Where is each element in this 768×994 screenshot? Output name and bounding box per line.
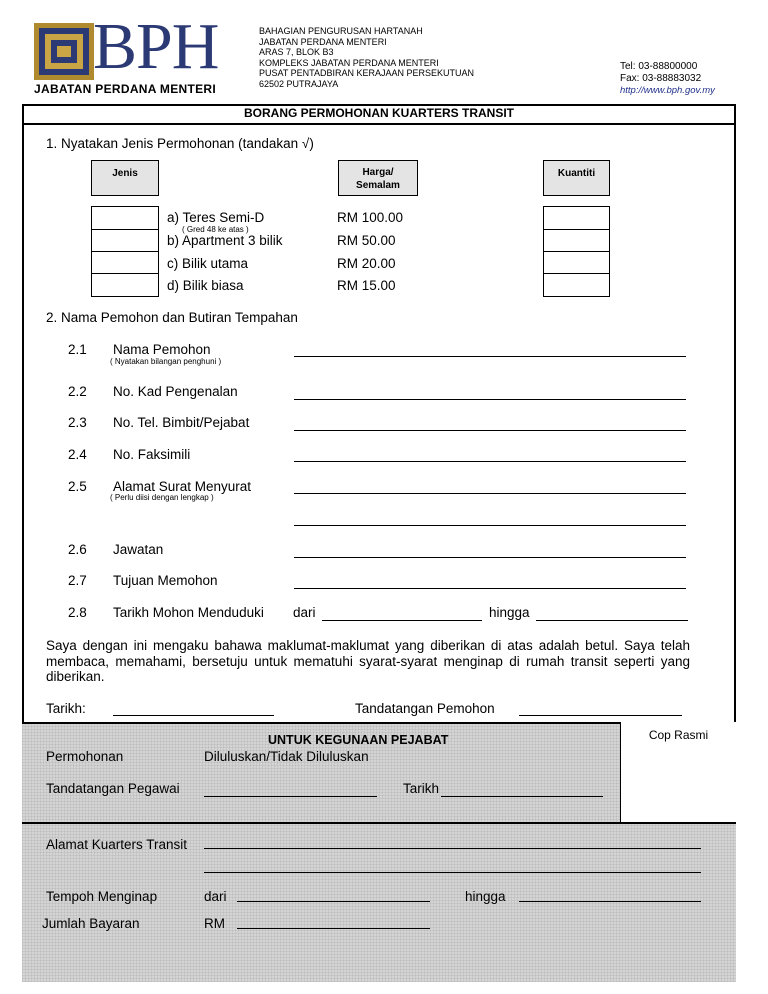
alamat-input-line-1[interactable]: [294, 493, 686, 494]
jenis-checkbox-a[interactable]: [91, 206, 159, 230]
field-label-alamat: Alamat Surat Menyurat: [113, 479, 252, 494]
jawatan-input-line[interactable]: [294, 557, 686, 558]
declaration-text: Saya dengan ini mengaku bahawa maklumat-maklumat yang diberikan di atas adalah betul. Saya telah membaca, memahami, bersetuju untuk mematuhi syarat-syarat menginap di rumah transit seperti yang diberikan.: [46, 638, 690, 684]
jumlah-bayaran-label: Jumlah Bayaran: [42, 916, 140, 931]
section1-heading: 1. Nyatakan Jenis Permohonan (tandakan √): [46, 136, 314, 151]
dari-label: dari: [293, 605, 316, 620]
field-number: 2.8: [68, 605, 87, 620]
section2-heading: 2. Nama Pemohon dan Butiran Tempahan: [46, 310, 298, 325]
bph-logo-emblem: [34, 23, 94, 80]
col-kuantiti-header: Kuantiti: [543, 160, 610, 196]
field-number: 2.2: [68, 384, 87, 399]
tempoh-hingga-label: hingga: [465, 889, 506, 904]
grade-note: ( Gred 48 ke atas ): [182, 225, 249, 234]
tujuan-input-line[interactable]: [294, 588, 686, 589]
address-line: BAHAGIAN PENGURUSAN HARTANAH: [259, 26, 423, 36]
field-number: 2.3: [68, 415, 87, 430]
field-label-tel: No. Tel. Bimbit/Pejabat: [113, 415, 250, 430]
field-number: 2.4: [68, 447, 87, 462]
col-jenis-header: Jenis: [91, 160, 159, 196]
field-note-nama-pemohon: ( Nyatakan bilangan penghuni ): [110, 357, 222, 366]
jenis-checkbox-c[interactable]: [91, 251, 159, 274]
contact-block: [620, 61, 715, 97]
kuantiti-input-d[interactable]: [543, 273, 610, 297]
department-name: JABATAN PERDANA MENTERI: [34, 82, 217, 96]
address-line: KOMPLEKS JABATAN PERDANA MENTERI: [259, 57, 439, 68]
tempoh-menginap-label: Tempoh Menginap: [46, 889, 158, 904]
address-line: PUSAT PENTADBIRAN KERAJAAN PERSEKUTUAN: [259, 68, 475, 79]
fax: Fax: 03-88883032: [620, 73, 702, 84]
field-label-nama-pemohon: Nama Pemohon: [113, 342, 211, 357]
field-label-tarikh-mohon: Tarikh Mohon Menduduki: [113, 605, 264, 620]
field-note-alamat: ( Perlu diisi dengan lengkap ): [110, 493, 214, 502]
item-price-c: RM 20.00: [337, 256, 396, 271]
telephone: Tel: 03-88800000: [620, 61, 698, 72]
faksimili-input-line[interactable]: [294, 461, 686, 462]
form-title: BORANG PERMOHONAN KUARTERS TRANSIT: [22, 104, 736, 125]
address-block: [259, 26, 474, 90]
field-label-kad-pengenalan: No. Kad Pengenalan: [113, 384, 238, 399]
office-heading: UNTUK KEGUNAAN PEJABAT: [268, 733, 449, 747]
address-line: 62502 PUTRAJAYA: [259, 78, 339, 89]
item-price-d: RM 15.00: [337, 278, 396, 293]
hingga-label: hingga: [489, 605, 530, 620]
office-tarikh-label: Tarikh: [403, 781, 440, 796]
office-tarikh-line[interactable]: [441, 796, 603, 797]
signature-label: Tandatangan Pemohon: [355, 701, 495, 716]
office-divider: [22, 822, 736, 824]
tempoh-dari-label: dari: [204, 889, 227, 904]
alamat-kuarters-line-2[interactable]: [204, 872, 701, 873]
field-number: 2.1: [68, 342, 87, 357]
tarikh-hingga-input-line[interactable]: [536, 620, 688, 621]
alamat-kuarters-label: Alamat Kuarters Transit: [46, 837, 188, 852]
address-line: ARAS 7, BLOK B3: [259, 47, 334, 58]
item-label-b: b) Apartment 3 bilik: [167, 233, 283, 248]
cop-rasmi-box: Cop Rasmi: [620, 722, 736, 823]
nama-pemohon-input-line[interactable]: [294, 356, 686, 357]
col-harga-line2: Semalam: [356, 180, 400, 191]
item-label-a: a) Teres Semi-D: [167, 210, 265, 225]
field-number: 2.6: [68, 542, 87, 557]
field-number: 2.5: [68, 479, 87, 494]
address-line: JABATAN PERDANA MENTERI: [259, 36, 387, 47]
kuantiti-input-b[interactable]: [543, 229, 610, 252]
website-link[interactable]: http://www.bph.gov.my: [620, 85, 715, 96]
jumlah-bayaran-line[interactable]: [237, 928, 430, 929]
kuantiti-input-c[interactable]: [543, 251, 610, 274]
item-price-a: RM 100.00: [337, 210, 404, 225]
tarikh-label: Tarikh:: [46, 701, 86, 716]
kuantiti-input-a[interactable]: [543, 206, 610, 230]
tarikh-dari-input-line[interactable]: [322, 620, 482, 621]
permohonan-status: Diluluskan/Tidak Diluluskan: [204, 749, 369, 764]
item-label-c: c) Bilik utama: [167, 256, 249, 271]
col-harga-line1: Harga/: [362, 167, 394, 178]
rm-label: RM: [204, 916, 225, 931]
tempoh-hingga-line[interactable]: [519, 901, 701, 902]
alamat-input-line-2[interactable]: [294, 525, 686, 526]
field-number: 2.7: [68, 573, 87, 588]
tel-input-line[interactable]: [294, 430, 686, 431]
field-label-faksimili: No. Faksimili: [113, 447, 191, 462]
signature-input-line[interactable]: [519, 715, 682, 716]
col-harga-header: [338, 160, 418, 196]
jenis-checkbox-b[interactable]: [91, 229, 159, 252]
field-label-jawatan: Jawatan: [113, 542, 164, 557]
tandatangan-pegawai-label: Tandatangan Pegawai: [46, 781, 180, 796]
field-label-tujuan: Tujuan Memohon: [113, 573, 218, 588]
tandatangan-pegawai-line[interactable]: [204, 796, 377, 797]
bph-logo-text: BPH: [93, 10, 219, 83]
tempoh-dari-line[interactable]: [237, 901, 430, 902]
alamat-kuarters-line-1[interactable]: [204, 848, 701, 849]
permohonan-label: Permohonan: [46, 749, 124, 764]
tarikh-input-line[interactable]: [113, 715, 274, 716]
item-price-b: RM 50.00: [337, 233, 396, 248]
item-label-d: d) Bilik biasa: [167, 278, 244, 293]
kad-pengenalan-input-line[interactable]: [294, 399, 686, 400]
jenis-checkbox-d[interactable]: [91, 273, 159, 297]
